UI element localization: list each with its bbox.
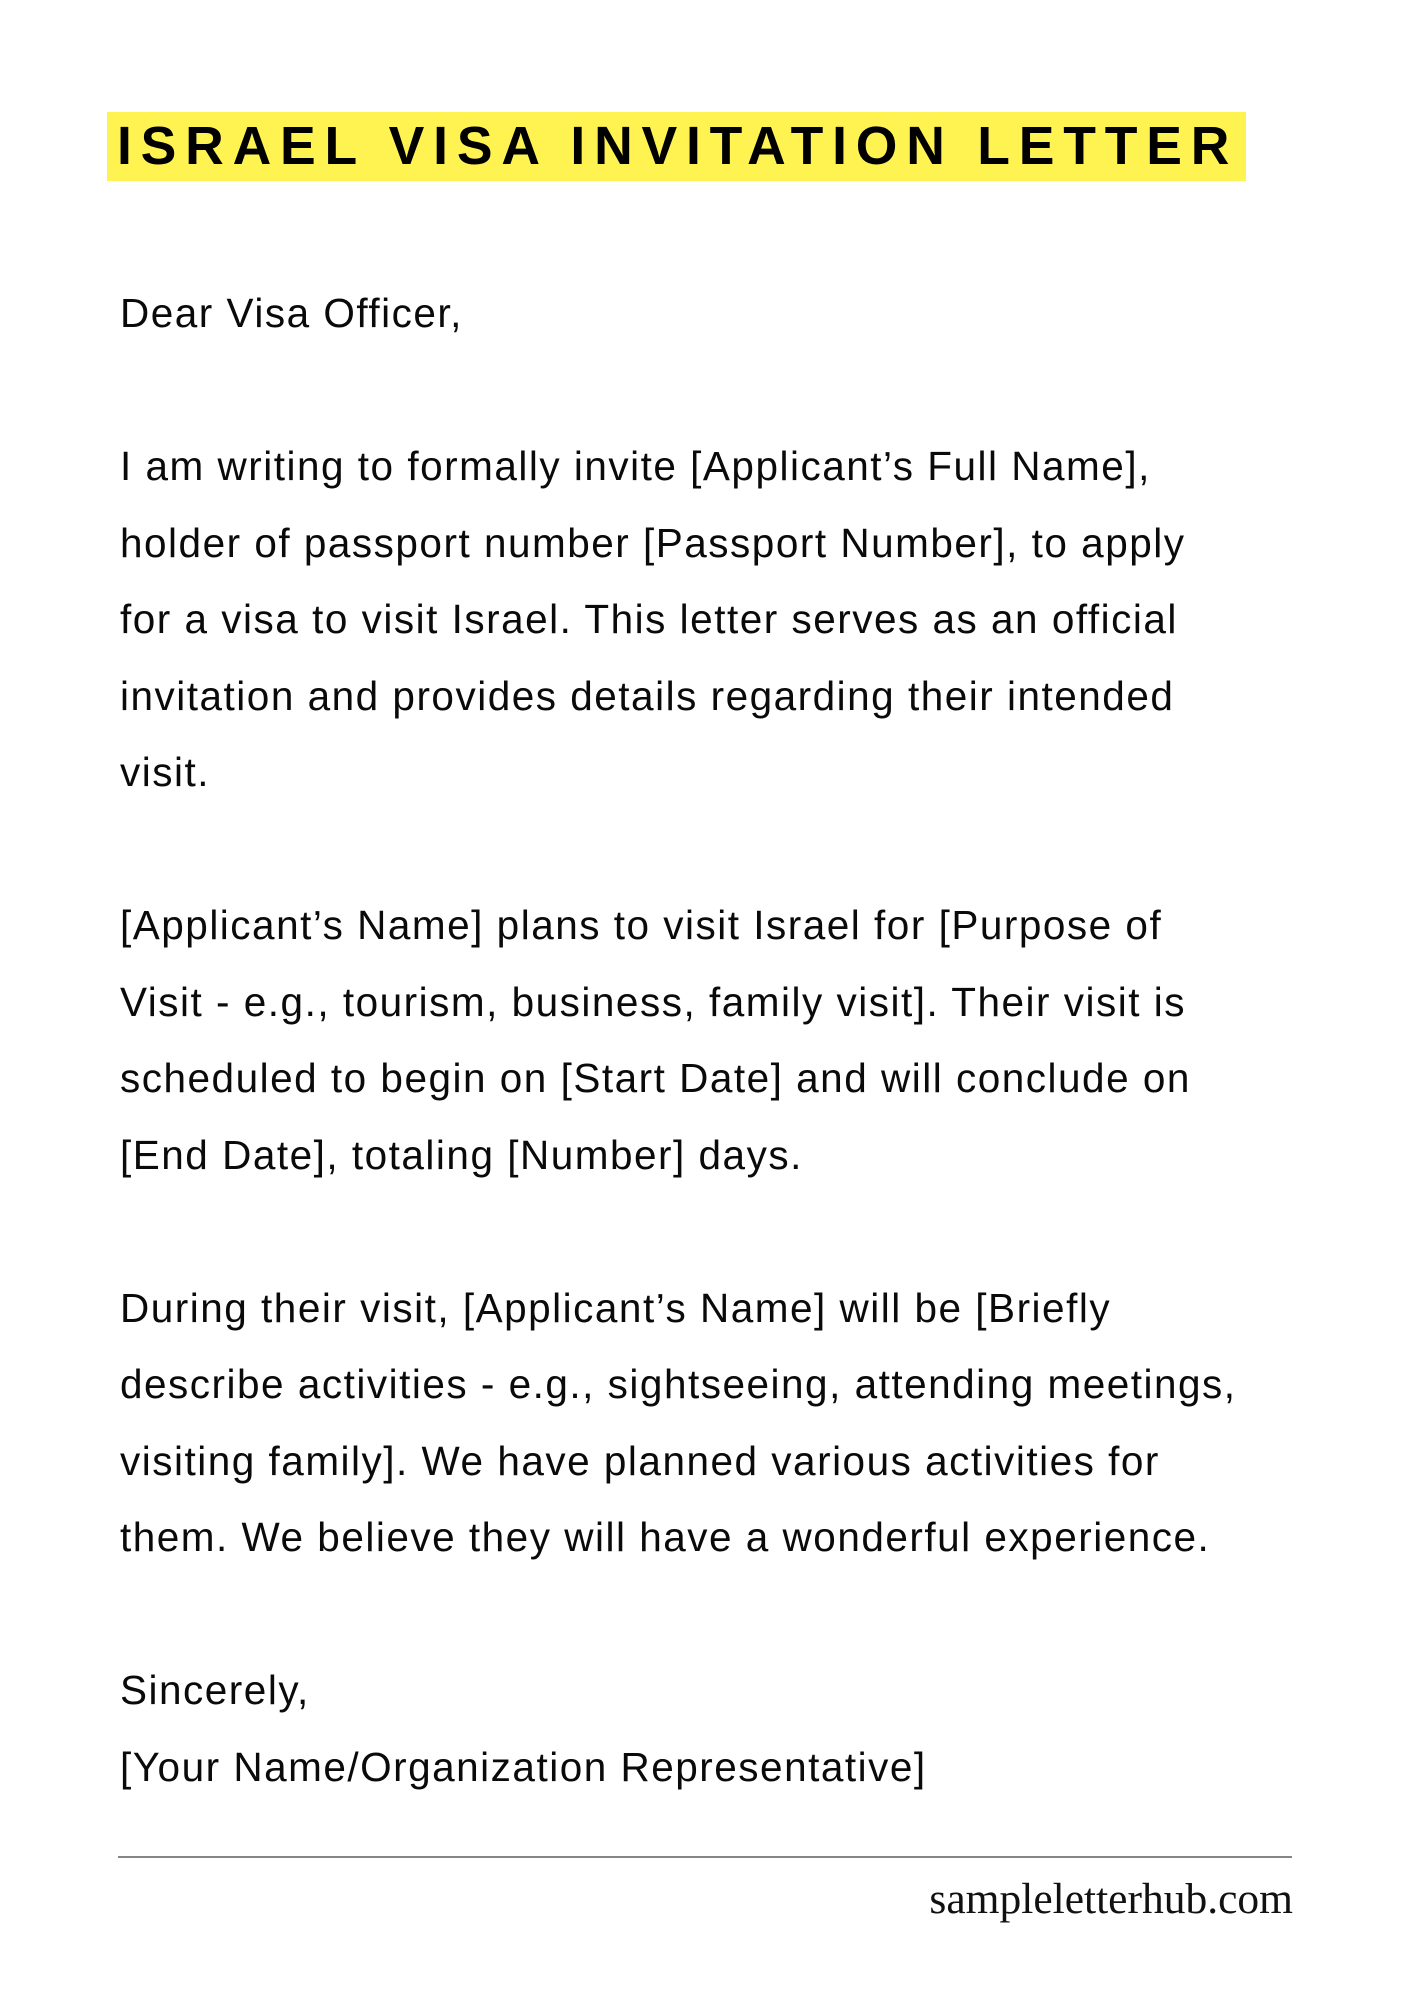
signature: [Your Name/Organization Representative] xyxy=(120,1743,927,1790)
paragraph-line: I am writing to formally invite [Applicant’s Full Name], xyxy=(120,443,1151,489)
salutation: Dear Visa Officer, xyxy=(120,290,463,336)
spacer xyxy=(120,1193,1350,1270)
paragraph-3 xyxy=(120,1270,1350,1576)
footer-site-link[interactable]: sampleletterhub.com xyxy=(929,1875,1293,1923)
paragraph-line: visit. xyxy=(120,749,210,795)
paragraph-line: for a visa to visit Israel. This letter serves as an official xyxy=(120,596,1178,642)
paragraph-line: [Applicant’s Name] plans to visit Israel for [Purpose of xyxy=(120,902,1163,948)
page-title: ISRAEL VISA INVITATION LETTER xyxy=(117,117,1239,176)
paragraph-line: scheduled to begin on [Start Date] and will conclude on xyxy=(120,1055,1191,1101)
paragraph-line: visiting family]. We have planned various activities for xyxy=(120,1437,1160,1484)
paragraph-2 xyxy=(120,887,1350,1193)
paragraph-line: Visit - e.g., tourism, business, family visit]. Their visit is xyxy=(120,978,1187,1025)
spacer xyxy=(120,1576,1350,1653)
paragraph-line: invitation and provides details regarding their intended xyxy=(120,672,1175,719)
spacer xyxy=(120,811,1350,888)
letter-body xyxy=(120,275,1350,1805)
paragraph-line: describe activities - e.g., sightseeing, attending meetings, xyxy=(120,1361,1237,1407)
paragraph-line: [End Date], totaling [Number] days. xyxy=(120,1131,803,1178)
paragraph-line: holder of passport number [Passport Number], to apply xyxy=(120,519,1186,566)
paragraph-line: During their visit, [Applicant’s Name] will be [Briefly xyxy=(120,1284,1112,1331)
paragraph-line: them. We believe they will have a wonderful experience. xyxy=(120,1514,1211,1560)
closing: Sincerely, xyxy=(120,1667,310,1713)
title-highlight xyxy=(107,112,1246,181)
spacer xyxy=(120,352,1350,429)
paragraph-1 xyxy=(120,428,1350,811)
footer-divider xyxy=(118,1856,1292,1858)
